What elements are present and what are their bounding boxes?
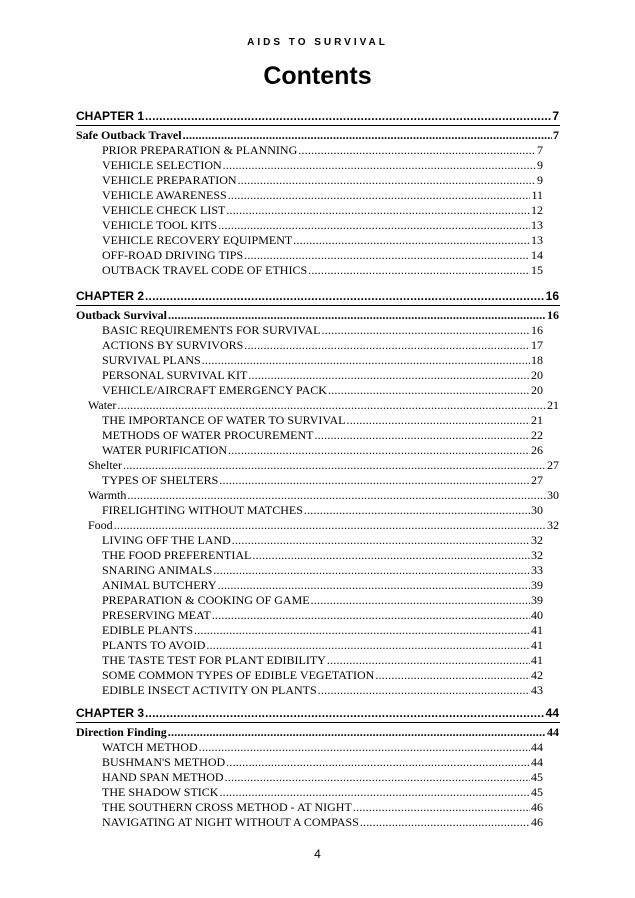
toc-entry xyxy=(102,593,543,607)
toc-entry-title: Warmth xyxy=(88,488,127,502)
toc-entry-title: EDIBLE PLANTS xyxy=(102,623,193,637)
toc-page-number: 16 xyxy=(547,308,559,322)
toc-entry xyxy=(102,173,543,187)
dot-leader xyxy=(218,578,530,592)
dot-leader xyxy=(298,143,536,157)
dot-leader xyxy=(219,785,530,799)
dot-leader xyxy=(218,218,530,232)
toc-page-number: 41 xyxy=(531,653,543,667)
toc-entry-title: Shelter xyxy=(88,458,122,472)
toc-entry xyxy=(102,653,543,667)
toc-entry-title: Safe Outback Travel xyxy=(76,128,182,142)
toc-entry-title: LIVING OFF THE LAND xyxy=(102,533,231,547)
toc-page-number: 44 xyxy=(531,755,543,769)
toc-entry-title: Direction Finding xyxy=(76,725,167,739)
toc-page-number: 26 xyxy=(531,443,543,457)
dot-leader xyxy=(327,653,530,667)
toc-page-number: 27 xyxy=(531,473,543,487)
toc-entry xyxy=(102,473,543,487)
dot-leader xyxy=(375,668,530,682)
dot-leader xyxy=(226,203,530,217)
dot-leader xyxy=(219,473,530,487)
chapter-divider xyxy=(76,305,560,306)
dot-leader xyxy=(244,338,530,352)
toc-page-number: 21 xyxy=(531,413,543,427)
toc-entry xyxy=(102,578,543,592)
toc-entry xyxy=(102,683,543,697)
toc-entry xyxy=(102,503,543,517)
dot-leader xyxy=(228,188,531,202)
toc-entry xyxy=(102,740,543,754)
toc-entry xyxy=(102,143,543,157)
toc-page-number: 7 xyxy=(553,128,559,142)
toc-entry-title: SOME COMMON TYPES OF EDIBLE VEGETATION xyxy=(102,668,375,682)
dot-leader xyxy=(248,368,530,382)
toc-page-number: 7 xyxy=(537,143,543,157)
toc-entry-title: VEHICLE TOOL KITS xyxy=(102,218,218,232)
toc-page-number: 39 xyxy=(531,593,543,607)
toc-entry xyxy=(102,608,543,622)
toc-entry xyxy=(102,413,543,427)
toc-page-number: 46 xyxy=(531,800,543,814)
toc-entry xyxy=(102,800,543,814)
dot-leader xyxy=(314,428,530,442)
toc-entry-title: VEHICLE AWARENESS xyxy=(102,188,227,202)
toc-entry-title: THE FOOD PREFERENTIAL xyxy=(102,548,252,562)
toc-entry-title: ANIMAL BUTCHERY xyxy=(102,578,217,592)
toc-entry xyxy=(102,815,543,829)
toc-entry xyxy=(102,668,543,682)
toc-entry-title: BASIC REQUIREMENTS FOR SURVIVAL xyxy=(102,323,321,337)
dot-leader xyxy=(168,725,546,739)
dot-leader xyxy=(232,533,530,547)
toc-entry-title: Food xyxy=(88,518,113,532)
toc-page-number: 13 xyxy=(531,218,543,232)
toc-page-number: 45 xyxy=(531,785,543,799)
toc-chapter-heading xyxy=(76,705,559,721)
toc-entry xyxy=(102,338,543,352)
toc-section-heading xyxy=(88,398,559,412)
toc-section-heading xyxy=(76,308,559,322)
dot-leader xyxy=(228,443,530,457)
toc-entry-title: CHAPTER 1 xyxy=(76,109,145,123)
toc-page-number: 39 xyxy=(531,578,543,592)
dot-leader xyxy=(123,458,546,472)
toc-entry-title: VEHICLE CHECK LIST xyxy=(102,203,226,217)
dot-leader xyxy=(127,488,546,502)
toc-page-number: 14 xyxy=(531,248,543,262)
toc-page-number: 41 xyxy=(531,638,543,652)
toc-entry-title: Water xyxy=(88,398,117,412)
toc-entry-title: OUTBACK TRAVEL CODE OF ETHICS xyxy=(102,263,308,277)
dot-leader xyxy=(213,563,530,577)
toc-page-number: 46 xyxy=(531,815,543,829)
toc-entry-title: ACTIONS BY SURVIVORS xyxy=(102,338,244,352)
page-number: 4 xyxy=(314,847,321,861)
dot-leader xyxy=(238,173,536,187)
dot-leader xyxy=(347,413,531,427)
toc-entry xyxy=(102,188,543,202)
toc-entry-title: Outback Survival xyxy=(76,308,168,322)
toc-page-number: 13 xyxy=(531,233,543,247)
toc-page-number: 12 xyxy=(531,203,543,217)
dot-leader xyxy=(353,800,530,814)
toc-entry-title: SURVIVAL PLANS xyxy=(102,353,201,367)
toc-entry-title: VEHICLE SELECTION xyxy=(102,158,222,172)
toc-entry xyxy=(102,563,543,577)
toc-entry-title: PREPARATION & COOKING OF GAME xyxy=(102,593,310,607)
toc-entry xyxy=(102,785,543,799)
toc-page-number: 45 xyxy=(531,770,543,784)
dot-leader xyxy=(304,503,530,517)
toc-entry-title: PRIOR PREPARATION & PLANNING xyxy=(102,143,298,157)
toc-page-number: 20 xyxy=(531,383,543,397)
toc-entry-title: BUSHMAN'S METHOD xyxy=(102,755,226,769)
dot-leader xyxy=(194,623,530,637)
dot-leader xyxy=(322,323,530,337)
dot-leader xyxy=(199,740,530,754)
toc-page-number: 44 xyxy=(545,706,559,720)
toc-page-number: 43 xyxy=(531,683,543,697)
toc-page-number: 11 xyxy=(531,188,543,202)
toc-entry-title: THE SOUTHERN CROSS METHOD - AT NIGHT xyxy=(102,800,352,814)
toc-entry-title: THE TASTE TEST FOR PLANT EDIBILITY xyxy=(102,653,326,667)
toc-entry-title: PRESERVING MEAT xyxy=(102,608,211,622)
dot-leader xyxy=(244,248,530,262)
dot-leader xyxy=(145,288,545,304)
dot-leader xyxy=(114,518,546,532)
toc-entry-title: EDIBLE INSECT ACTIVITY ON PLANTS xyxy=(102,683,317,697)
toc-page-number: 9 xyxy=(537,173,543,187)
toc-entry-title: OFF-ROAD DRIVING TIPS xyxy=(102,248,244,262)
toc-entry xyxy=(102,323,543,337)
toc-entry xyxy=(102,443,543,457)
toc-entry xyxy=(102,638,543,652)
toc-entry xyxy=(102,353,543,367)
toc-page-number: 22 xyxy=(531,428,543,442)
toc-entry xyxy=(102,533,543,547)
page-title: Contents xyxy=(263,62,372,90)
dot-leader xyxy=(252,548,530,562)
toc-entry xyxy=(102,263,543,277)
dot-leader xyxy=(308,263,530,277)
toc-page-number: 16 xyxy=(531,323,543,337)
toc-page-number: 32 xyxy=(531,548,543,562)
toc-entry xyxy=(102,428,543,442)
dot-leader xyxy=(145,108,551,124)
dot-leader xyxy=(311,593,530,607)
toc-entry xyxy=(102,203,543,217)
toc-page-number: 33 xyxy=(531,563,543,577)
dot-leader xyxy=(117,398,546,412)
dot-leader xyxy=(183,128,552,142)
toc-entry-title: CHAPTER 3 xyxy=(76,706,145,720)
toc-page-number: 30 xyxy=(547,488,559,502)
toc-entry-title: FIRELIGHTING WITHOUT MATCHES xyxy=(102,503,303,517)
dot-leader xyxy=(145,705,545,721)
dot-leader xyxy=(225,770,530,784)
toc-entry-title: VEHICLE/AIRCRAFT EMERGENCY PACK xyxy=(102,383,327,397)
toc-entry xyxy=(102,770,543,784)
toc-page-number: 21 xyxy=(547,398,559,412)
dot-leader xyxy=(293,233,530,247)
toc-entry xyxy=(102,233,543,247)
toc-entry-title: THE SHADOW STICK xyxy=(102,785,219,799)
toc-entry-title: THE IMPORTANCE OF WATER TO SURVIVAL xyxy=(102,413,346,427)
toc-page-number: 17 xyxy=(531,338,543,352)
toc-entry-title: VEHICLE PREPARATION xyxy=(102,173,237,187)
toc-entry-title: PERSONAL SURVIVAL KIT xyxy=(102,368,248,382)
toc-page-number: 30 xyxy=(531,503,543,517)
toc-entry-title: NAVIGATING AT NIGHT WITHOUT A COMPASS xyxy=(102,815,359,829)
toc-entry xyxy=(102,158,543,172)
toc-page-number: 27 xyxy=(547,458,559,472)
toc-entry xyxy=(102,383,543,397)
running-header: AIDS TO SURVIVAL xyxy=(247,37,388,48)
toc-entry xyxy=(102,548,543,562)
toc-page-number: 9 xyxy=(537,158,543,172)
toc-entry xyxy=(102,755,543,769)
toc-page-number: 40 xyxy=(531,608,543,622)
chapter-divider xyxy=(76,722,560,723)
toc-entry xyxy=(102,248,543,262)
toc-page-number: 41 xyxy=(531,623,543,637)
toc-page-number: 18 xyxy=(531,353,543,367)
toc-entry xyxy=(102,623,543,637)
toc-entry-title: VEHICLE RECOVERY EQUIPMENT xyxy=(102,233,293,247)
dot-leader xyxy=(202,353,530,367)
toc-entry-title: WATER PURIFICATION xyxy=(102,443,228,457)
dot-leader xyxy=(223,158,536,172)
toc-section-heading xyxy=(76,128,559,142)
toc-page-number: 32 xyxy=(547,518,559,532)
dot-leader xyxy=(168,308,546,322)
toc-entry-title: HAND SPAN METHOD xyxy=(102,770,224,784)
toc-entry-title: TYPES OF SHELTERS xyxy=(102,473,219,487)
toc-entry xyxy=(102,368,543,382)
toc-entry xyxy=(102,218,543,232)
toc-page-number: 44 xyxy=(547,725,559,739)
toc-entry-title: PLANTS TO AVOID xyxy=(102,638,206,652)
dot-leader xyxy=(318,683,530,697)
toc-section-heading xyxy=(76,725,559,739)
toc-section-heading xyxy=(88,518,559,532)
dot-leader xyxy=(212,608,530,622)
toc-section-heading xyxy=(88,458,559,472)
toc-entry-title: CHAPTER 2 xyxy=(76,289,145,303)
toc-chapter-heading xyxy=(76,288,559,304)
dot-leader xyxy=(226,755,530,769)
dot-leader xyxy=(206,638,530,652)
toc-page-number: 7 xyxy=(552,109,559,123)
toc-page-number: 44 xyxy=(531,740,543,754)
chapter-divider xyxy=(76,125,560,126)
toc-entry-title: SNARING ANIMALS xyxy=(102,563,213,577)
toc-entry-title: WATCH METHOD xyxy=(102,740,198,754)
dot-leader xyxy=(360,815,530,829)
toc-section-heading xyxy=(88,488,559,502)
toc-page-number: 15 xyxy=(531,263,543,277)
toc-page-number: 20 xyxy=(531,368,543,382)
toc-chapter-heading xyxy=(76,108,559,124)
toc-page-number: 16 xyxy=(545,289,559,303)
dot-leader xyxy=(328,383,530,397)
toc-entry-title: METHODS OF WATER PROCUREMENT xyxy=(102,428,314,442)
toc-page-number: 32 xyxy=(531,533,543,547)
toc-page-number: 42 xyxy=(531,668,543,682)
